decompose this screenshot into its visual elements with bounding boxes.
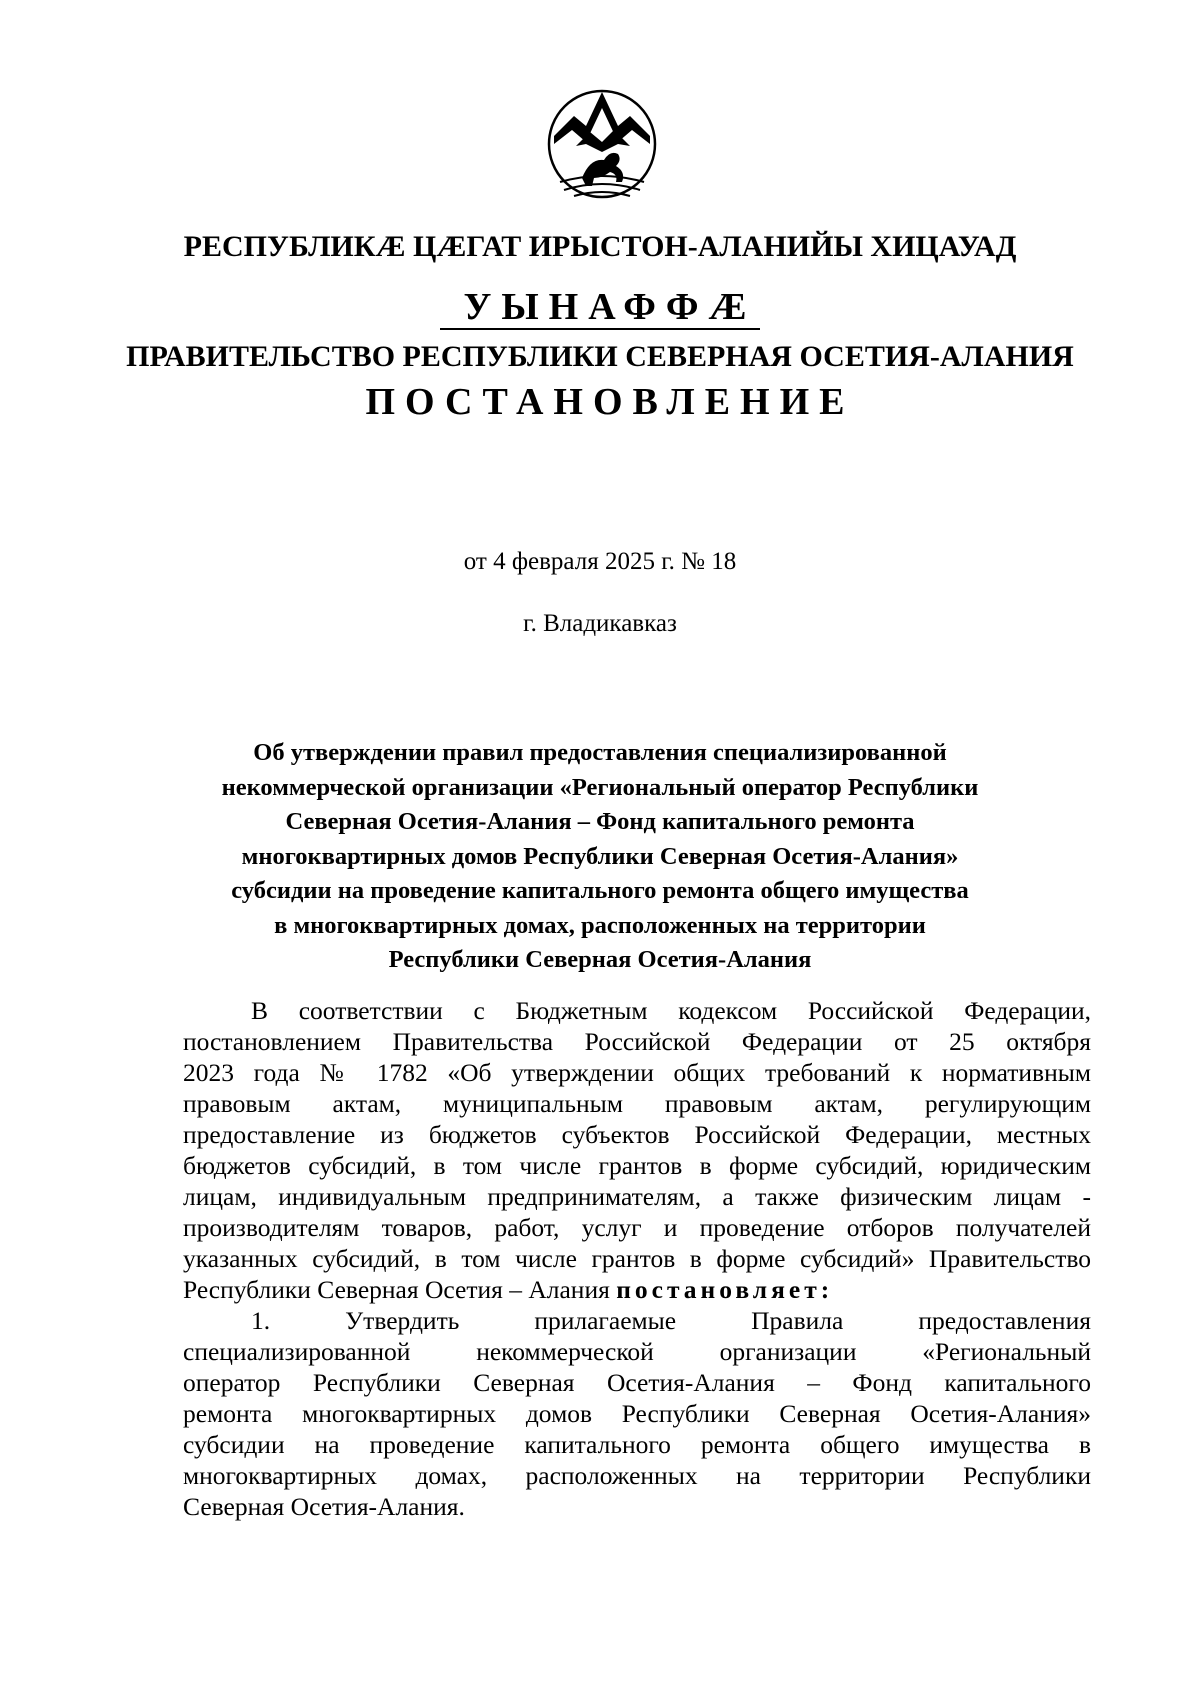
russian-document-type: ПОСТАНОВЛЕНИЕ (365, 381, 855, 423)
title-line: Республики Северная Осетия-Алания (388, 946, 812, 973)
russian-authority-heading: ПРАВИТЕЛЬСТВО РЕСПУБЛИКИ СЕВЕРНАЯ ОСЕТИЯ-АЛАНИЯ (126, 340, 1074, 373)
body-line: 2023 года № 1782 «Об утверждении общих требований к нормативным (183, 1058, 1091, 1087)
item-word: Правила (751, 1306, 844, 1335)
body-line: постановлением Правительства Российской Федерации от 25 октября (183, 1027, 1091, 1056)
document-body (183, 995, 1091, 1522)
item-1-first-line (183, 1305, 1091, 1336)
body-line: субсидии на проведение капитального ремонта общего имущества в (183, 1430, 1091, 1459)
body-line: ремонта многоквартирных домов Республики Северная Осетия-Алания» (183, 1399, 1091, 1428)
document-date-number: от 4 февраля 2025 г. № 18 (463, 548, 737, 575)
item-1-paragraph (183, 1305, 1091, 1522)
document-title (150, 736, 1050, 978)
title-line: многоквартирных домов Республики Северная Осетия-Алания» (241, 842, 959, 870)
body-line: специализированной некоммерческой организации «Региональный (183, 1337, 1091, 1366)
body-line: В соответствии с Бюджетным кодексом Российской Федерации, (251, 996, 1091, 1025)
item-number: 1. (251, 1306, 271, 1335)
ossetian-document-type: УЫНАФФÆ (463, 286, 757, 328)
item-word: предоставления (918, 1306, 1091, 1335)
body-line: лицам, индивидуальным предпринимателям, а также физическим лицам - (183, 1182, 1091, 1211)
title-line: Северная Осетия-Алания – Фонд капитального ремонта (285, 808, 915, 835)
body-line: многоквартирных домах, расположенных на территории Республики (183, 1461, 1091, 1490)
preamble-paragraph (183, 995, 1091, 1305)
title-line: в многоквартирных домах, расположенных на территории (274, 911, 926, 939)
resolves-keyword: постановляет: (616, 1275, 834, 1304)
item-word: прилагаемые (534, 1306, 677, 1335)
preamble-last-text: Республики Северная Осетия – Алания (183, 1275, 617, 1304)
body-line: производителям товаров, работ, услуг и проведение отборов получателей (183, 1213, 1091, 1242)
header-divider (440, 328, 760, 330)
body-line: бюджетов субсидий, в том числе грантов в форме субсидий, юридическим (183, 1151, 1091, 1180)
body-line-last (183, 1274, 1091, 1305)
ossetian-authority-heading: РЕСПУБЛИКÆ ЦÆГАТ ИРЫСТОН-АЛАНИЙЫ ХИЦАУАД (183, 230, 1017, 263)
body-line: указанных субсидий, в том числе грантов в форме субсидий» Правительство (183, 1244, 1091, 1273)
body-line-last: Северная Осетия-Алания. (183, 1492, 465, 1521)
body-line: оператор Республики Северная Осетия-Алания – Фонд капитального (183, 1368, 1091, 1397)
title-line: субсидии на проведение капитального ремонта общего имущества (231, 877, 969, 904)
body-line: правовым актам, муниципальным правовым актам, регулирующим (183, 1089, 1091, 1118)
title-line: некоммерческой организации «Региональный оператор Республики (221, 773, 979, 801)
title-line: Об утверждении правил предоставления специализированной (253, 739, 947, 766)
document-city: г. Владикавказ (523, 610, 677, 637)
coat-of-arms-snow-leopard-icon (546, 86, 658, 206)
item-word: Утвердить (345, 1306, 460, 1335)
body-line: предоставление из бюджетов субъектов Российской Федерации, местных (183, 1120, 1091, 1149)
